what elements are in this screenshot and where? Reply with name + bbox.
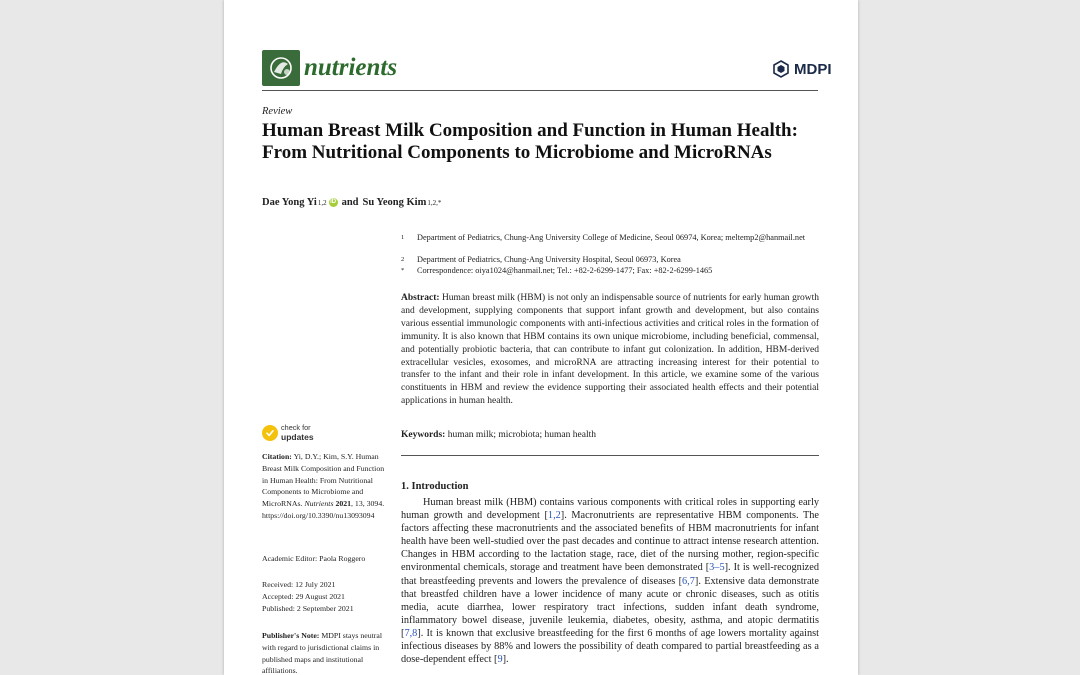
abstract-label: Abstract: [401, 293, 440, 303]
keywords-text: human milk; microbiota; human health [447, 430, 596, 440]
accepted-date: Accepted: 29 August 2021 [262, 592, 345, 601]
author-affiliation-mark: 1,2 [317, 198, 327, 207]
journal-name: nutrients [304, 54, 398, 81]
citation-link[interactable]: 6,7 [682, 575, 695, 587]
check-for-updates-label [281, 424, 314, 442]
section-divider [401, 455, 819, 456]
introduction-text: ]. [502, 654, 509, 666]
citation-label: Citation: [262, 452, 292, 461]
check-updates-line2: updates [281, 431, 314, 442]
journal-logo-icon [262, 50, 300, 86]
citation-journal: Nutrients [304, 499, 334, 509]
affiliation-item [401, 232, 821, 254]
introduction-text: ]. Macronutrients are representative HBM components. The factors affecting these macronutrients and the associated benefits of HBM macronutrients for infant health have been well-studied over the past decades and continue to attract intense research attention. Changes in HBM according to the lactation stage, race, diet of the nursing mother, region-specific environmental chemicals, storage and treatment have been demonstrated [ [401, 510, 819, 574]
citation-text: Yi, D.Y.; Kim, S.Y. Human Breast Milk Composition and Function in Human Health: From Nutritional Components to Microbiome and MicroRNAs. [262, 452, 385, 509]
affiliation-mark: 1 [401, 234, 405, 241]
affiliation-text: Department of Pediatrics, Chung-Ang University Hospital, Seoul 06973, Korea [417, 255, 681, 264]
header-divider [262, 90, 818, 91]
affiliation-item [401, 265, 821, 276]
publishers-note-text: MDPI stays neutral with regard to jurisdictional claims in published maps and institutional affiliations. [262, 631, 382, 675]
citation-doi[interactable]: , 13, 3094. https://doi.org/10.3390/nu13093094 [262, 499, 385, 520]
citation-block [262, 451, 392, 522]
publishers-note-label: Publisher's Note: [262, 631, 320, 640]
author-name[interactable]: Dae Yong Yi [262, 197, 317, 208]
authors-joiner: and [341, 197, 359, 208]
article-type: Review [262, 106, 293, 117]
introduction-text: Human breast milk (HBM) contains various components with critical roles in supporting early human growth and development [ [401, 497, 819, 522]
check-for-updates-button[interactable] [262, 424, 314, 442]
abstract-text: Human breast milk (HBM) is not only an indispensable source of nutrients for early human growth and development, supplying components that support infant growth and development, but also contains various essential immunologic components with anti-infectious activities and critical roles in the formation of immunity. It is also known that HBM contains its own unique microbiome, including beneficial, commensal, and potentially probiotic bacteria, that can contribute to infant gut colonization. In addition, HBM-derived extracellular vesicles, exosomes, and microRNA are attracting increasing interest for their potential to transfer to the infant and their role in infant development. In this article, we examine some of the various constituents in HBM and review the evidence supporting their associated health effects and their potential applications in human health. [401, 293, 820, 407]
published-date: Published: 2 September 2021 [262, 604, 354, 613]
introduction-text: ]. It is well-recognized that breastfeeding prevents and lowers the prevalence of diseases [ [401, 562, 819, 587]
academic-editor: Academic Editor: Paola Roggero [262, 554, 366, 563]
affiliation-mark: 2 [401, 256, 405, 263]
citation-year: 2021 [335, 499, 352, 509]
orcid-icon[interactable]: iD [330, 199, 337, 205]
correspondence-text: Correspondence: oiya1024@hanmail.net; Tel.: +82-2-6299-1477; Fax: +82-2-6299-1465 [417, 266, 713, 275]
citation-link[interactable]: 1,2 [547, 510, 561, 522]
received-date: Received: 12 July 2021 [262, 580, 336, 589]
mdpi-logo [772, 60, 832, 78]
affiliation-mark: * [401, 267, 405, 274]
section-heading: 1. Introduction [401, 481, 469, 492]
publisher-name: MDPI [794, 60, 832, 78]
check-updates-line1: check for [281, 423, 311, 432]
keywords-label: Keywords: [401, 430, 446, 440]
author-affiliation-mark: 1,2,* [427, 198, 442, 207]
article-title: Human Breast Milk Composition and Function in Human Health: From Nutritional Components to Microbiome and MicroRNAs [262, 120, 798, 163]
affiliation-text: Department of Pediatrics, Chung-Ang University College of Medicine, Seoul 06974, Korea; meltemp2@hanmail.net [417, 233, 806, 242]
mdpi-hexagon-icon [772, 60, 790, 78]
introduction-text: ]. It is known that exclusive breastfeeding for the first 6 months of age lowers mortality against infectious diseases by 88% and lowers the possibility of death compared to partial breastfeeding as a dose-dependent effect [ [401, 627, 819, 666]
citation-link[interactable]: 3–5 [709, 562, 725, 574]
citation-link[interactable]: 7,8 [404, 627, 418, 639]
author-name[interactable]: Su Yeong Kim [362, 197, 427, 208]
author-list [262, 197, 442, 208]
introduction-text: ]. Extensive data demonstrate that breastfed children have a lower incidence of many acute or chronic diseases, such as otitis media, acute diarrhea, lower respiratory tract infections, sudden infant death syndrome, inflammatory bowel disease, juvenile leukemia, diabetes, obesity, asthma, and atopic dermatitis [ [401, 575, 819, 639]
introduction-body [401, 496, 819, 666]
publishers-note [262, 630, 392, 675]
abstract [401, 292, 819, 408]
affiliation-item [401, 254, 821, 265]
checkmark-icon [262, 425, 278, 441]
paper-page [224, 0, 858, 675]
keywords [401, 430, 596, 440]
citation-link[interactable]: 9 [497, 654, 503, 666]
